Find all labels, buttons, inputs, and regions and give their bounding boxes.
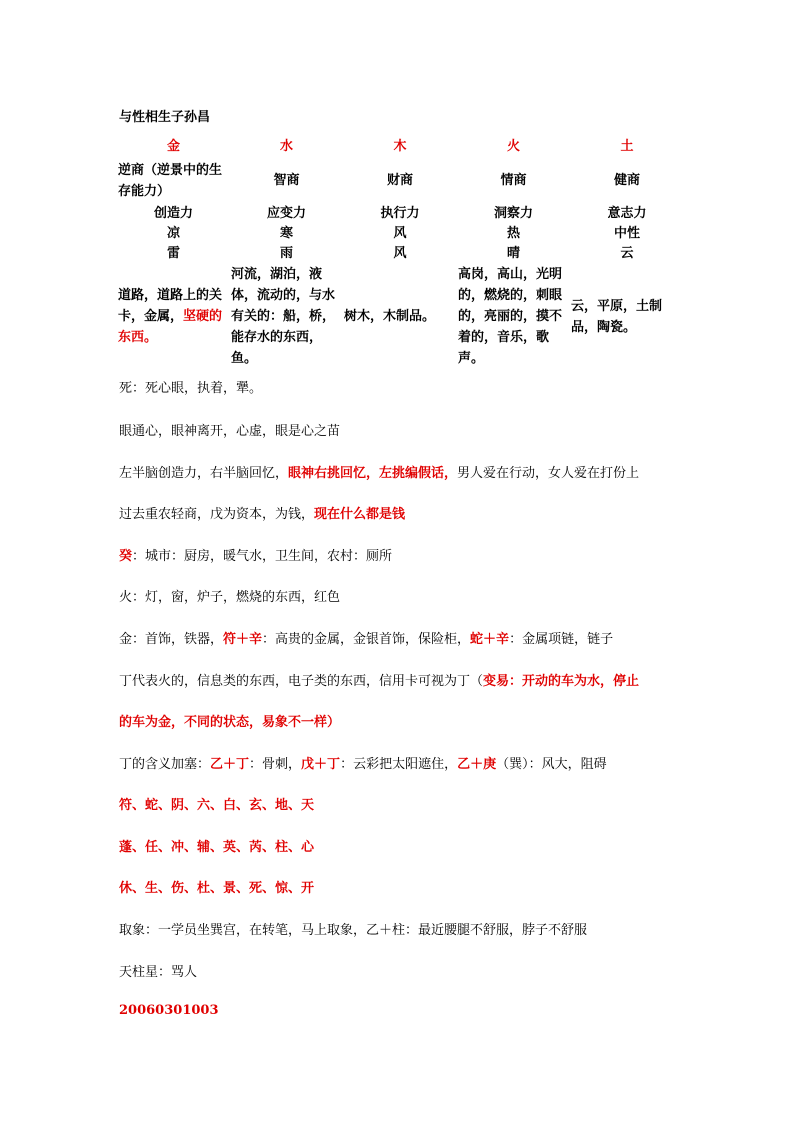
- text-span: ：金属项链，链子: [509, 632, 614, 647]
- trait-jin: 逆商（逆景中的生存能力）: [118, 163, 223, 199]
- table-row: [117, 224, 684, 244]
- text-line: 眼通心，眼神离开，心虚，眼是心之苗: [119, 424, 341, 439]
- desc-jin: [117, 264, 230, 369]
- temp-mu: 风: [393, 226, 407, 241]
- header-mu: 木: [393, 139, 407, 154]
- weather-mu: 风: [393, 246, 407, 261]
- text-line-gods: 蓬、任、冲、辅、英、芮、柱、心: [119, 840, 315, 855]
- highlight-span: ）: [327, 715, 341, 730]
- desc-tu: 云，平原，土制品，陶瓷。: [571, 298, 663, 335]
- header-tu: 土: [620, 139, 634, 154]
- desc-mu: 树木，木制品。: [344, 309, 436, 324]
- text-span: ：云彩把太阳遮住，: [340, 757, 458, 772]
- trait-huo: 情商: [500, 173, 527, 188]
- ability-shui: 应变力: [266, 206, 306, 221]
- text-span: ：骨刺，: [249, 757, 302, 772]
- header-huo: 火: [506, 139, 520, 154]
- text-line: 取象：一学员坐巽宫，在转笔，马上取象，乙＋柱：最近腰腿不舒服，脖子不舒服: [119, 923, 588, 938]
- weather-tu: 云: [620, 246, 634, 261]
- table-row: [117, 158, 684, 204]
- trait-mu: 财商: [386, 173, 413, 188]
- five-elements-table: [117, 136, 684, 369]
- text-line: [119, 462, 639, 481]
- page-title: 与性相生子孙昌: [119, 110, 211, 125]
- highlight-span: 乙＋丁: [210, 757, 250, 772]
- text-line: [119, 503, 405, 522]
- temp-tu: 中性: [613, 226, 640, 241]
- highlight-span: 癸: [119, 549, 133, 564]
- text-span: ：高贵的金属，金银首饰，保险柜，: [262, 632, 471, 647]
- text-span: 丁代表火的，信息类的东西，电子类的东西，信用卡可视为丁（: [119, 674, 484, 689]
- weather-huo: 晴: [506, 246, 520, 261]
- text-line: 死：死心眼，执着，犟。: [119, 381, 263, 396]
- table-header-row: [117, 136, 684, 158]
- table-row: [117, 204, 684, 224]
- text-line-stars: 符、蛇、阴、六、白、玄、地、天: [119, 798, 315, 813]
- highlight-span: 变易：开动的车为水，停止: [483, 674, 640, 689]
- text-line: [119, 753, 607, 772]
- text-line-doors: 休、生、伤、杜、景、死、惊、开: [119, 881, 315, 896]
- text-span: 金：首饰，铁器，: [119, 632, 224, 647]
- text-line: 天柱星：骂人: [119, 965, 198, 980]
- header-jin: 金: [166, 139, 180, 154]
- ability-huo: 洞察力: [493, 206, 533, 221]
- highlight-span: 的车为金，不同的状态，易象不一样: [119, 715, 328, 730]
- text-span: （巽）：风大，阻碍: [496, 757, 607, 772]
- document-id: 20060301003: [119, 1003, 219, 1018]
- weather-shui: 雨: [279, 246, 293, 261]
- text-line: [119, 670, 639, 689]
- temp-huo: 热: [506, 226, 520, 241]
- ability-jin: 创造力: [153, 206, 193, 221]
- highlight-span: 眼神右挑回忆，左挑编假话，: [288, 466, 458, 481]
- highlight-span: 蛇＋辛: [470, 632, 510, 647]
- desc-huo: 高岗，高山，光明的，燃烧的，刺眼的，亮丽的，摸不着的，音乐，歌声。: [458, 267, 563, 366]
- temp-shui: 寒: [279, 226, 293, 241]
- trait-shui: 智商: [273, 173, 300, 188]
- text-line: [119, 628, 613, 647]
- text-span: 过去重农轻商，戊为资本，为钱，: [119, 507, 315, 522]
- trait-tu: 健商: [613, 173, 640, 188]
- text-span: 男人爱在行动，女人爱在打份上: [457, 466, 640, 481]
- text-line: [119, 545, 392, 564]
- weather-jin: 雷: [166, 246, 180, 261]
- highlight-span: 符＋辛: [223, 632, 263, 647]
- table-row: [117, 264, 684, 369]
- text-line: [119, 711, 340, 730]
- ability-tu: 意志力: [607, 206, 647, 221]
- desc-jin-text: 道路，道路上的关卡，金属，: [118, 288, 223, 324]
- highlight-span: 戊＋丁: [301, 757, 341, 772]
- desc-shui: 河流，湖泊，液体，流动的，与水有关的：船，桥，能存水的东西，鱼。: [231, 267, 336, 366]
- desc-jin-highlight: 坚硬的东西。: [118, 309, 223, 345]
- temp-jin: 凉: [166, 226, 180, 241]
- text-line: 火：灯，窗，炉子，燃烧的东西，红色: [119, 590, 341, 605]
- ability-mu: 执行力: [380, 206, 420, 221]
- highlight-span: 乙＋庚: [457, 757, 497, 772]
- header-shui: 水: [279, 139, 293, 154]
- highlight-span: 现在什么都是钱: [314, 507, 406, 522]
- text-span: 左半脑创造力，右半脑回忆，: [119, 466, 289, 481]
- table-row: [117, 244, 684, 264]
- text-span: 丁的含义加塞：: [119, 757, 211, 772]
- text-span: ：城市：厨房，暖气水，卫生间，农村：厕所: [132, 549, 393, 564]
